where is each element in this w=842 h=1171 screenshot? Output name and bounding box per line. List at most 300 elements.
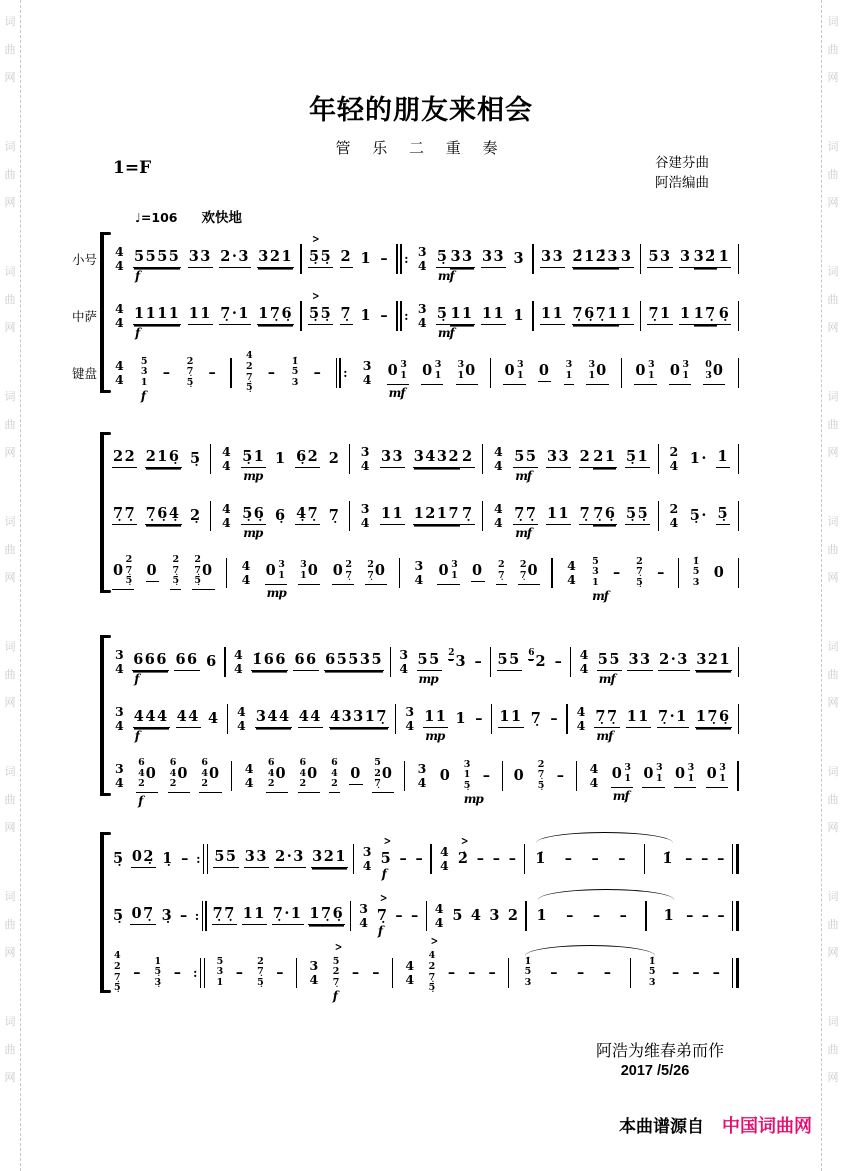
right-dashed-rule: [821, 0, 822, 1171]
note-group: [274, 849, 306, 867]
note-run: 4: [470, 906, 483, 924]
beat-group: [513, 506, 538, 524]
accent-mark: >: [383, 835, 392, 848]
beat-group: [679, 249, 693, 267]
note-group: [591, 851, 602, 866]
chord-note: 2: [636, 555, 643, 567]
chord-note: 1: [434, 370, 442, 381]
note-group: [439, 768, 453, 783]
note-group: [161, 851, 175, 866]
time-sig-digit: 4: [115, 371, 124, 387]
note-run: –: [267, 363, 277, 381]
time-signature: [115, 359, 124, 385]
note-run: 2: [462, 448, 474, 466]
beat-group: [718, 249, 732, 267]
instrument-label-trumpet: 小号: [71, 252, 97, 267]
time-sig-digit: 4: [494, 457, 503, 473]
note-group: [255, 709, 292, 727]
time-sig-digit: 4: [417, 257, 427, 273]
note-group: [145, 506, 182, 524]
watermark-char: 词: [827, 141, 839, 153]
note-group: [376, 892, 390, 939]
watermark-char: 曲: [4, 794, 16, 806]
chord-note: 3: [524, 976, 532, 988]
note-group: [476, 851, 487, 866]
note-group: [130, 906, 155, 924]
beat-group: [579, 449, 593, 467]
time-sig-digit: 3: [362, 358, 372, 374]
beat-group: [255, 957, 266, 989]
note-group: [349, 766, 363, 784]
watermark-char: 词: [827, 16, 839, 28]
watermark-char: 曲: [827, 169, 839, 181]
beat-group: [136, 758, 158, 793]
chord-note: 1: [300, 570, 307, 581]
note-run: 7̣6̣4̣: [145, 505, 181, 523]
beat-group: [349, 766, 363, 784]
chord-note: 2: [299, 778, 307, 790]
note-group: [180, 851, 191, 866]
watermark-char: 网: [827, 197, 839, 209]
note-group: [413, 506, 475, 524]
note-group: [642, 763, 664, 787]
chord-stack: [333, 957, 340, 989]
dynamic-mark: f: [138, 793, 143, 808]
note-run: 43317̣: [329, 708, 388, 726]
note-group: [565, 908, 576, 923]
chord-note: 3: [434, 359, 442, 371]
beat-group: [340, 306, 354, 324]
note-group: [274, 508, 288, 523]
chord-stack: [624, 763, 631, 784]
chord-note: 3: [592, 566, 599, 578]
note-group: [679, 306, 731, 324]
watermark-char: 曲: [4, 169, 16, 181]
beat-group: [112, 951, 123, 994]
note-group: [612, 565, 623, 580]
note-group: [513, 448, 538, 483]
beat-group: [467, 965, 478, 980]
chord-note: 1: [592, 576, 599, 588]
beat-group: [189, 451, 203, 466]
time-sig-digit: 4: [414, 571, 424, 587]
chord-note: 7̣: [367, 570, 374, 581]
note-group: [379, 308, 390, 323]
beat-group: [674, 763, 696, 787]
chord-note: 3: [655, 762, 663, 774]
note-run: 1̇: [535, 849, 547, 867]
note-group: [436, 248, 475, 283]
note-run: 7̣: [579, 505, 592, 523]
watermark-char: 曲: [827, 919, 839, 931]
chord-stack: [429, 951, 436, 994]
note-group: [199, 758, 221, 793]
accent-mark: >: [312, 291, 320, 304]
time-sig-digit: 3: [399, 647, 409, 663]
note-run: 0: [387, 362, 400, 380]
time-signature: [435, 902, 444, 928]
note-run: 7̣: [530, 709, 543, 727]
note-run: –: [712, 963, 722, 981]
note-group: [255, 957, 266, 989]
beat-group: [133, 249, 181, 267]
time-signature: [567, 559, 576, 585]
note-group: [170, 555, 181, 590]
note-run: 0: [307, 765, 319, 783]
note-run: 1217: [413, 505, 461, 523]
note-run: 11: [242, 905, 266, 923]
note-run: 2̑12̑3: [572, 248, 619, 266]
chord-stack: [464, 760, 471, 792]
note-run: 33: [628, 651, 652, 669]
barline: [738, 647, 739, 677]
note-group: [329, 709, 389, 727]
note-run: 0: [381, 765, 394, 783]
beat-group: [257, 306, 294, 324]
chord-note: 5: [692, 566, 700, 578]
time-sig-digit: 3: [360, 444, 370, 460]
chord-stack: [517, 360, 524, 381]
time-sig-digit: 4: [115, 358, 124, 374]
barline: [400, 244, 401, 274]
tie-group: [530, 844, 679, 874]
beat-group: [647, 306, 672, 324]
time-sig-digit: 4: [115, 660, 124, 676]
chord-note: 5̣: [172, 575, 180, 587]
note-group: [417, 651, 442, 686]
note-group: [457, 835, 471, 867]
beat-group: [298, 709, 323, 727]
beat-group: [274, 849, 306, 867]
chord-note: 6: [169, 757, 177, 769]
note-group: [508, 851, 519, 866]
barline: [350, 901, 351, 931]
note-run: 3: [513, 249, 526, 267]
chord-note: 5̣: [114, 982, 121, 994]
note-group: [536, 760, 547, 792]
time-sig-digit: 4: [579, 647, 589, 663]
note-group: [136, 757, 158, 808]
beat-group: [540, 249, 565, 267]
note-run: –: [508, 849, 518, 867]
dynamic-mark: f: [381, 867, 386, 882]
chord-note: 4: [331, 767, 338, 779]
beat-group: [691, 557, 702, 589]
note-group: [661, 851, 675, 866]
barline: [210, 501, 211, 531]
chord-note: 6: [138, 757, 145, 769]
note-run: –: [686, 906, 695, 924]
beat-group: [275, 965, 286, 980]
note-group: [328, 451, 342, 466]
beat-group: [168, 758, 190, 793]
beat-group: [612, 565, 623, 580]
chord-note: 7̣: [428, 971, 436, 983]
score-system-4: [112, 830, 739, 1004]
note-run: 1̇: [662, 849, 674, 867]
note-group: [518, 560, 540, 584]
time-sig-digit: 4: [115, 774, 124, 790]
note-group: [513, 768, 527, 783]
beat-group: [139, 357, 150, 389]
watermark-char: 词: [827, 766, 839, 778]
note-run: 66: [175, 651, 199, 669]
chord-stack: [719, 763, 726, 784]
watermark-char: 曲: [4, 544, 16, 556]
beat-group: [180, 851, 191, 866]
barline: [738, 301, 739, 331]
note-group: [308, 291, 333, 324]
note-run: 1̇66: [252, 651, 287, 669]
chord-stack: [126, 555, 133, 587]
chord-note: 7̣: [245, 371, 253, 383]
note-group: [689, 451, 709, 466]
chord-note: 2: [186, 355, 194, 367]
chord-note: 2: [332, 966, 340, 978]
beat-group: [496, 560, 507, 584]
watermark-char: 曲: [827, 294, 839, 306]
barline: [296, 958, 297, 988]
note-group: [414, 851, 425, 866]
note-run: 3: [620, 248, 633, 266]
note-run: 11: [541, 305, 565, 323]
note-group: [242, 906, 267, 924]
watermark-char: 网: [4, 697, 16, 709]
note-run: 11: [626, 708, 650, 726]
tempo-marking: ♩=106: [135, 210, 178, 225]
note-group: [146, 563, 160, 581]
note-run: 0: [113, 562, 125, 580]
note-run: 55: [214, 848, 238, 866]
note-run: 5̣·: [689, 506, 708, 524]
note-run: 0: [527, 562, 540, 580]
watermark-char: 网: [827, 697, 839, 709]
note-run: 0: [202, 562, 214, 580]
chord-note: 3: [719, 762, 726, 774]
note-group: [447, 648, 468, 670]
note-run: –: [415, 849, 425, 867]
chord-note: 6: [201, 757, 209, 769]
note-group: [564, 851, 575, 866]
note-group: [691, 965, 702, 980]
time-sig-digit: 4: [244, 774, 254, 790]
note-group: [481, 249, 506, 267]
time-signature: [115, 302, 124, 328]
beat-group: [371, 965, 382, 980]
time-sig-digit: 3: [309, 958, 319, 974]
ensemble-subtitle: 管 乐 二 重 奏: [335, 141, 507, 157]
note-run: –: [672, 963, 681, 981]
note-run: 0: [350, 765, 362, 783]
watermark-char: 曲: [827, 544, 839, 556]
beat-group: [474, 711, 485, 726]
note-run: –: [351, 963, 361, 981]
barline: [231, 761, 232, 791]
note-run: –: [566, 906, 575, 924]
note-run: –: [162, 363, 172, 381]
note-group: [295, 449, 320, 467]
note-run: 5555: [134, 248, 181, 266]
note-group: [503, 360, 525, 384]
note-run: 4̣7̣: [296, 505, 320, 523]
chord-note: 1̇: [648, 955, 656, 967]
note-group: [413, 449, 475, 467]
note-run: 5̣5̣: [309, 248, 333, 266]
beat-group: [716, 851, 727, 866]
chord-note: 6: [331, 757, 338, 769]
beat-group: [417, 652, 442, 670]
watermark-char: 网: [4, 572, 16, 584]
note-group: [340, 306, 354, 324]
note-run: 32̑: [693, 248, 717, 266]
note-group: [481, 306, 506, 324]
chord-note: 5: [291, 366, 299, 378]
chord-note: 7̣: [186, 366, 194, 378]
note-group: [189, 451, 203, 466]
chord-note: 3: [588, 359, 596, 371]
beat-group: [565, 908, 576, 923]
beat-group: [255, 709, 292, 727]
song-title: 年轻的朋友来相会: [309, 95, 533, 125]
chord-note: 0: [705, 359, 712, 371]
expression-marking: 欢快地: [201, 210, 242, 225]
beat-group: [538, 363, 552, 381]
chord-note: 7̣: [537, 769, 545, 781]
grace-note: 6: [528, 648, 535, 659]
time-sig-digit: 4: [221, 457, 231, 473]
time-signature: [494, 445, 503, 471]
repeat-dots: :: [343, 365, 348, 380]
note-run: –: [701, 849, 710, 867]
beat-group: [476, 851, 487, 866]
beat-group: [617, 851, 628, 866]
arranger-credit: 阿浩编曲: [655, 175, 709, 191]
time-sig-digit: 3: [115, 704, 124, 720]
time-signature: [115, 648, 124, 674]
note-run: 11: [188, 305, 212, 323]
footer-site-link[interactable]: 中国词曲网: [722, 1116, 812, 1136]
beat-group: [235, 965, 246, 980]
note-group: [112, 555, 134, 590]
note-group: [351, 965, 362, 980]
note-run: 321: [312, 848, 347, 866]
beat-group: [536, 908, 550, 923]
beat-group: [332, 560, 354, 584]
chord-note: 4: [299, 767, 307, 779]
barline: [207, 844, 208, 874]
beat-group: [549, 711, 560, 726]
note-group: [372, 758, 394, 793]
beat-group: [471, 563, 485, 581]
barline: [300, 301, 301, 331]
watermark-char: 网: [4, 72, 16, 84]
chord-note: 2: [138, 778, 145, 790]
note-run: –: [474, 652, 484, 670]
end-repeat-barline: [193, 958, 205, 988]
beat-group: [482, 768, 493, 783]
note-group: [340, 249, 354, 267]
chord-stack: [138, 758, 145, 790]
note-run: 0: [209, 765, 221, 783]
note-run: 0: [712, 362, 725, 380]
chord-stack: [374, 758, 381, 790]
note-group: [185, 357, 196, 389]
barline: [482, 501, 483, 531]
note-group: [133, 248, 181, 283]
note-run: 1: [455, 709, 468, 727]
beat-group: [188, 306, 213, 324]
note-run: –: [173, 963, 183, 981]
note-run: 1111: [134, 305, 181, 323]
watermark-char: 网: [827, 572, 839, 584]
watermark-char: 词: [827, 891, 839, 903]
note-group: [530, 711, 544, 726]
time-sig-digit: 4: [244, 761, 254, 777]
note-run: 17̣6̣: [309, 905, 345, 923]
beat-group: [546, 449, 571, 467]
chord-stack: [331, 758, 338, 790]
beat-group: [387, 360, 409, 384]
beat-group: [145, 506, 182, 524]
final-thick-bar: [736, 844, 739, 874]
beat-group: [626, 709, 651, 727]
note-run: 0: [596, 362, 608, 380]
note-group: [534, 851, 548, 866]
beat-group: [513, 449, 538, 467]
time-sig-digit: 4: [405, 717, 415, 733]
note-group: [188, 306, 213, 324]
time-sig-digit: 4: [439, 857, 449, 873]
chord-stack: [155, 957, 162, 989]
time-sig-digit: 3: [359, 901, 368, 917]
barline: [399, 558, 400, 588]
note-group: [272, 906, 304, 924]
chord-stack: [345, 560, 352, 581]
note-group: [173, 965, 184, 980]
note-run: 0: [265, 562, 278, 580]
note-run: 33: [450, 248, 474, 266]
note-run: 7̣·1: [657, 708, 688, 726]
chord-note: 2: [428, 960, 436, 972]
chord-stack: [458, 360, 465, 381]
beat-group: [244, 351, 255, 394]
dynamic-mark: f: [332, 989, 337, 1004]
note-group: [538, 363, 552, 381]
chord-note: 2: [537, 758, 545, 770]
note-run: –: [591, 849, 601, 867]
chord-note: 1: [463, 769, 471, 781]
time-signature: [440, 845, 449, 871]
note-group: [257, 306, 294, 324]
chord-note: 5: [592, 555, 599, 567]
note-group: [241, 448, 266, 483]
note-run: 1: [663, 906, 676, 924]
beat-group: [188, 249, 213, 267]
chord-stack: [201, 758, 208, 790]
chord-stack: [451, 560, 458, 581]
note-run: –: [556, 766, 566, 784]
beat-group: [685, 908, 696, 923]
note-group: [266, 758, 288, 793]
note-group: [487, 965, 498, 980]
watermark-char: 曲: [827, 669, 839, 681]
note-group: [394, 908, 405, 923]
chord-note: 6: [299, 757, 307, 769]
note-group: [176, 709, 201, 727]
barline: [396, 244, 397, 274]
beat-group: [663, 908, 677, 923]
source-footer: [619, 1112, 812, 1138]
